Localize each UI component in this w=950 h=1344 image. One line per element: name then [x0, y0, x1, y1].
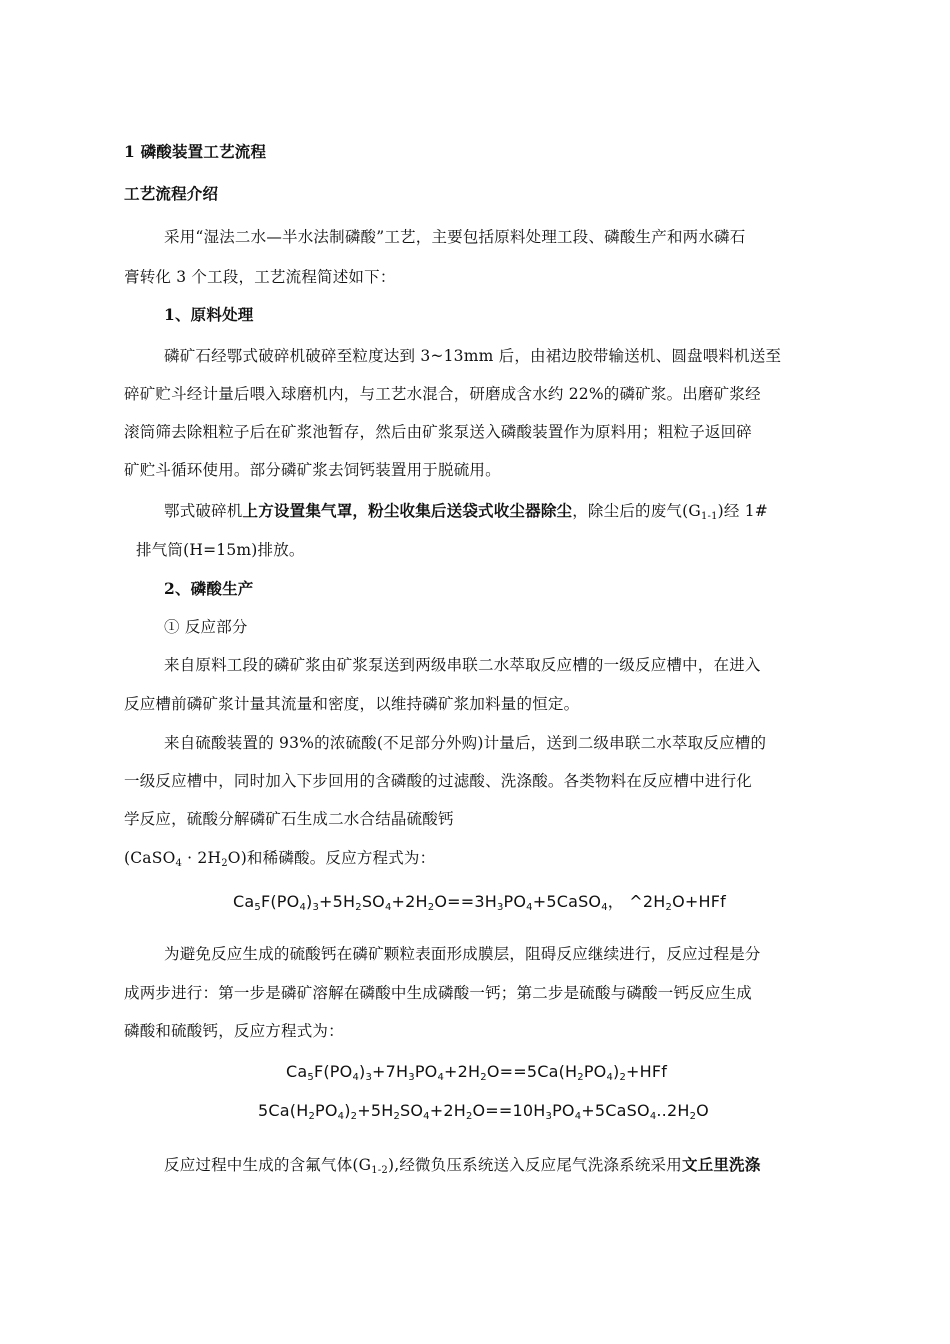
eq-text: +2H	[429, 1101, 466, 1120]
eq-sub: 3	[408, 1072, 415, 1083]
paragraph-line: 排气筒(H=15m)排放。	[136, 541, 305, 559]
paragraph-line: 学反应，硫酸分解磷矿石生成二水合结晶硫酸钙	[124, 810, 454, 828]
eq-text: O==5Ca(H	[486, 1062, 578, 1081]
section-title-raw-material: 1、原料处理	[164, 305, 254, 324]
eq-sub: 2	[689, 1111, 697, 1122]
eq-sub: 4	[601, 902, 608, 913]
paragraph-line: 碎矿贮斗经计量后喂入球磨机内，与工艺水混合，研磨成含水约 22%的磷矿浆。出磨矿浆经	[124, 385, 761, 403]
paragraph-line-dust	[164, 501, 768, 521]
eq-text: +2H	[444, 1062, 481, 1081]
eq-sub: 4	[437, 1072, 445, 1083]
eq-text: +5H	[319, 892, 356, 911]
eq-text: PO	[315, 1101, 338, 1120]
eq-text: PO	[414, 1062, 438, 1081]
subscript: 1-1	[700, 511, 718, 522]
chemical-equation-2	[286, 1062, 667, 1082]
eq-sub: 5	[307, 1072, 314, 1083]
text-run: 反应过程中生成的含氟气体(G	[164, 1156, 372, 1174]
eq-sub: 2	[665, 902, 673, 913]
eq-text: 5Ca(H	[258, 1101, 309, 1120]
eq-sub: 3	[496, 902, 504, 913]
text-run: O)和稀磷酸。反应方程式为：	[227, 849, 436, 867]
eq-sub: 2	[480, 1072, 487, 1083]
eq-text: Ca	[286, 1062, 308, 1081]
eq-sub: 2	[350, 1111, 358, 1122]
paragraph-line: 滚筒筛去除粗粒子后在矿浆池暂存，然后由矿浆泵送入磷酸装置作为原料用；粗粒子返回碎	[124, 423, 753, 441]
section-title-phosphoric-acid: 2、磷酸生产	[164, 579, 254, 598]
eq-text: )	[344, 1101, 351, 1120]
eq-sub: 4	[526, 902, 533, 913]
eq-sub: 4	[649, 1111, 657, 1122]
eq-text: O==3H	[434, 892, 497, 911]
eq-text: )	[359, 1062, 366, 1081]
eq-sub: 4	[574, 1111, 582, 1122]
eq-sub: 3	[312, 902, 320, 913]
eq-text: SO	[400, 1101, 424, 1120]
eq-sub: 4	[337, 1111, 345, 1122]
subsection-heading: 工艺流程介绍	[124, 184, 219, 203]
eq-text: )	[613, 1062, 620, 1081]
emphasis-text: 上方设置集气罩，粉尘收集后送袋式收尘器除尘	[242, 501, 573, 520]
eq-text: PO	[552, 1101, 575, 1120]
eq-text: +7H	[372, 1062, 409, 1081]
paragraph-line: 磷酸和硫酸钙，反应方程式为：	[124, 1022, 344, 1040]
chemical-equation-3	[258, 1101, 709, 1121]
eq-sub: 4	[606, 1072, 614, 1083]
eq-sub: 2	[355, 902, 362, 913]
paragraph-line: 一级反应槽中，同时加入下步回用的含磷酸的过滤酸、洗涤酸。各类物料在反应槽中进行化	[124, 772, 753, 790]
eq-sub: 5	[254, 902, 261, 913]
eq-text: F(PO	[260, 892, 300, 911]
chemical-equation-1	[233, 892, 726, 912]
eq-text: +5H	[357, 1101, 394, 1120]
subsection-title-reaction: ① 反应部分	[164, 618, 248, 636]
eq-text: +2H	[391, 892, 428, 911]
eq-sub: 2	[619, 1072, 627, 1083]
eq-sub: 2	[393, 1111, 401, 1122]
subscript: 2	[221, 858, 228, 869]
paragraph-line: 矿贮斗循环使用。部分磷矿浆去饲钙装置用于脱硫用。	[124, 461, 501, 479]
text-run: ，除尘后的废气(G	[572, 502, 701, 520]
eq-text: O	[696, 1101, 709, 1120]
eq-text: O==10H	[472, 1101, 546, 1120]
eq-text: PO	[583, 1062, 607, 1081]
paragraph-line: 反应槽前磷矿浆计量其流量和密度，以维持磷矿浆加料量的恒定。	[124, 695, 580, 713]
paragraph-line: 采用“湿法二水—半水法制磷酸”工艺，主要包括原料处理工段、磷酸生产和两水磷石	[164, 228, 746, 246]
paragraph-line: 成两步进行：第一步是磷矿溶解在磷酸中生成磷酸一钙；第二步是硫酸与磷酸一钙反应生成	[124, 984, 753, 1002]
paragraph-line: 来自原料工段的磷矿浆由矿浆泵送到两级串联二水萃取反应槽的一级反应槽中，在进入	[164, 656, 761, 674]
eq-text: )	[306, 892, 313, 911]
paragraph-line-formula	[124, 848, 435, 868]
eq-sub: 2	[308, 1111, 315, 1122]
text-run: ),经微负压系统送入反应尾气洗涤系统采用	[387, 1156, 682, 1174]
text-run: 鄂式破碎机	[164, 502, 243, 520]
text-run: (CaSO	[124, 849, 176, 867]
paragraph-line-fluorine-gas	[164, 1155, 760, 1175]
eq-text: F(PO	[313, 1062, 353, 1081]
paragraph-line: 为避免反应生成的硫酸钙在磷矿颗粒表面形成膜层，阻碍反应继续进行，反应过程是分	[164, 945, 761, 963]
eq-sub: 3	[365, 1072, 373, 1083]
text-run: · 2H	[182, 849, 222, 867]
text-run: )经 1#	[717, 502, 768, 520]
paragraph-line: 磷矿石经鄂式破碎机破碎至粒度达到 3~13mm 后，由裙边胶带输送机、圆盘喂料机送至	[164, 347, 782, 365]
eq-text: Ca	[233, 892, 255, 911]
subscript: 4	[175, 858, 183, 869]
emphasis-text: 文丘里洗涤	[681, 1155, 761, 1174]
eq-sub: 4	[299, 902, 307, 913]
eq-sub: 4	[384, 902, 392, 913]
section-heading: 1 磷酸装置工艺流程	[124, 142, 267, 161]
eq-sub: 2	[577, 1072, 584, 1083]
eq-text: +5CaSO	[532, 892, 602, 911]
eq-text: +HFf	[626, 1062, 668, 1081]
eq-text: PO	[503, 892, 527, 911]
eq-text: ..2H	[656, 1101, 690, 1120]
eq-sub: 4	[423, 1111, 430, 1122]
eq-sub: 4	[352, 1072, 360, 1083]
eq-text: ， ^2H	[607, 892, 666, 911]
paragraph-line: 来自硫酸装置的 93%的浓硫酸(不足部分外购)计量后，送到二级串联二水萃取反应槽的	[164, 734, 767, 752]
eq-sub: 2	[427, 902, 435, 913]
subscript: 1-2	[371, 1165, 388, 1176]
eq-text: O+HFf	[672, 892, 726, 911]
paragraph-line: 膏转化 3 个工段，工艺流程简述如下：	[124, 268, 396, 286]
eq-text: +5CaSO	[581, 1101, 650, 1120]
eq-sub: 2	[465, 1111, 473, 1122]
eq-text: SO	[361, 892, 385, 911]
eq-sub: 3	[545, 1111, 553, 1122]
